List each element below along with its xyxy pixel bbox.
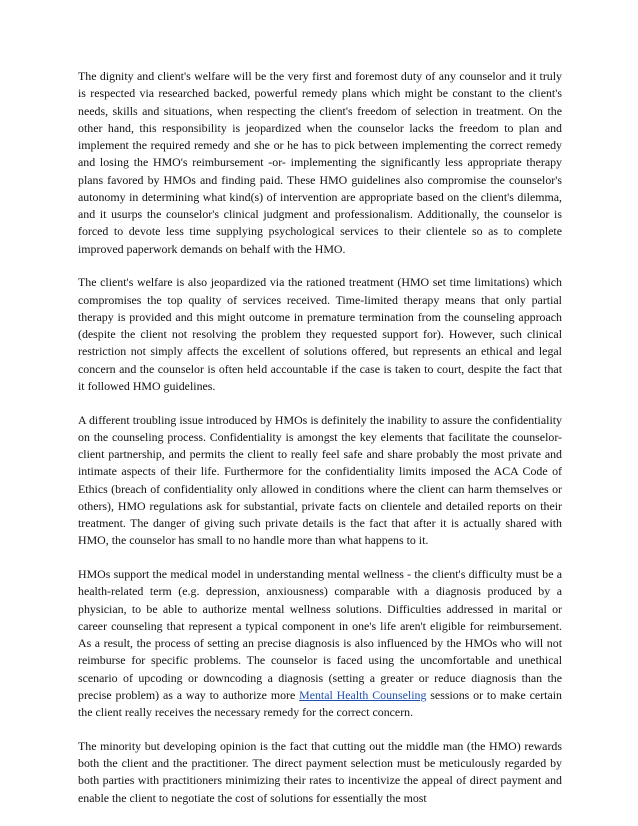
paragraph-medical-model (78, 566, 562, 721)
mental-health-counseling-link[interactable]: Mental Health Counseling (299, 687, 427, 702)
paragraph-text-after-link: sessions or to make certain the client really receives the necessary remedy for the correct concern. (78, 687, 562, 719)
document-page (78, 68, 562, 807)
paragraph-client-welfare: The dignity and client's welfare will be the very first and foremost duty of any counselor and it truly is respected via researched backed, powerful remedy plans which might be constant to the client's needs, skills and situations, when respecting the client's freedom of selection in treatment. On the other hand, this responsibility is jeopardized when the counselor lacks the freedom to plan and implement the required remedy and she or he has to pick between implementing the correct remedy and losing the HMO's reimbursement -or- implementing the significantly less appropriate therapy plans favored by HMOs and finding paid. These HMO guidelines also compromise the counselor's autonomy in determining what kind(s) of intervention are appropriate based on the client's dilemma, and it usurps the counselor's clinical judgment and professionalism. Additionally, the counselor is forced to devote less time supplying psychological services to their clientele so as to complete improved paperwork demands on behalf with the HMO. (78, 69, 562, 256)
paragraph-rationed-treatment: The client's welfare is also jeopardized via the rationed treatment (HMO set time limitations) which compromises the top quality of services received. Time-limited therapy means that only partial therapy is provided and this might outcome in premature termination from the counseling approach (despite the client not resolving the problem they requested support for). However, such clinical restriction not simply affects the excellent of solutions offered, but represents an ethical and legal concern and the counselor is often held accountable if the case is taken to court, despite the fact that it followed HMO guidelines. (78, 275, 562, 393)
paragraph-direct-payment: The minority but developing opinion is the fact that cutting out the middle man (the HMO) rewards both the client and the practitioner. The direct payment selection must be meticulously regarded by both parties with practitioners minimizing their rates to incentivize the appeal of direct payment and enable the client to negotiate the cost of solutions for essentially the most (78, 738, 562, 805)
paragraph-text-before-link: HMOs support the medical model in understanding mental wellness - the client's difficulty must be a health-related term (e.g. depression, anxiousness) comparable with a diagnosis produced by a physician, to be able to authorize mental wellness solutions. Difficulties addressed in marital or career counseling that represent a typical component in one's life aren't eligible for reimbursement. As a result, the process of setting an precise diagnosis is also influenced by the HMOs who will not reimburse for specific problems. The counselor is faced using the uncomfortable and unethical scenario of upcoding or downcoding a diagnosis (setting a greater or reduce diagnosis than the precise problem) as a way to authorize more (78, 567, 562, 702)
paragraph-confidentiality: A different troubling issue introduced by HMOs is definitely the inability to assure the confidentiality on the counseling process. Confidentiality is amongst the key elements that facilitate the counselor-client partnership, and permits the client to really feel safe and share probably the most private and intimate aspects of their life. Furthermore for the confidentiality limits imposed the ACA Code of Ethics (breach of confidentiality only allowed in conditions where the client can harm themselves or others), HMO regulations ask for substantial, private facts on clientele and detailed reports on their treatment. The danger of giving such private details is the fact that after it is actually shared with HMO, the counselor has small to no handle more than what happens to it. (78, 412, 562, 548)
